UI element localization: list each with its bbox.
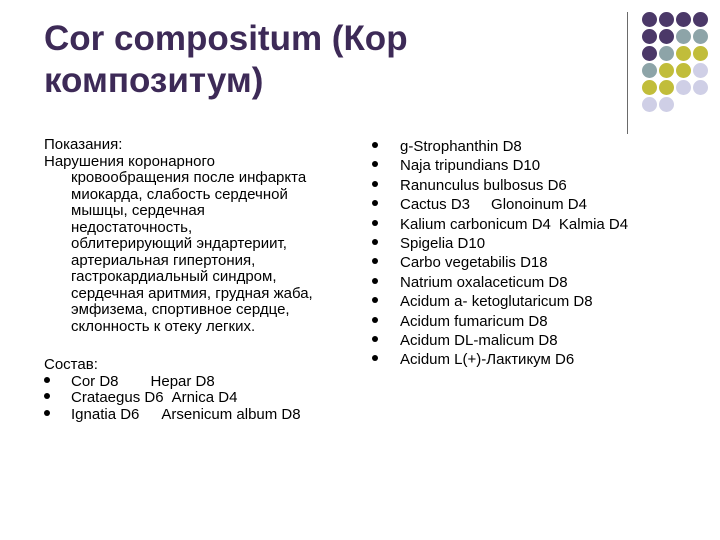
list-item: [372, 292, 702, 311]
decor-dot: [693, 80, 708, 95]
composition-item: [44, 390, 364, 407]
bullet-icon: [372, 297, 378, 303]
indications-line: гастрокардиальный синдром,: [71, 268, 277, 285]
indications-line: сердечная аритмия, грудная жаба,: [71, 284, 313, 302]
bullet-icon: [372, 200, 378, 206]
list-item: [372, 215, 702, 234]
indications-line: миокарда, слабость сердечной: [71, 185, 288, 203]
decor-dot: [642, 12, 657, 27]
decor-dot: [642, 80, 657, 95]
decor-dot: [693, 12, 708, 27]
composition-item: [44, 374, 364, 391]
bullet-icon: [372, 278, 378, 284]
decor-dot: [659, 63, 674, 78]
list-item-text: g-Strophanthin D8: [400, 138, 522, 155]
indications-first-line: Нарушения коронарного: [44, 152, 216, 170]
decor-dot: [676, 80, 691, 95]
bullet-icon: [372, 181, 378, 187]
bullet-icon: [372, 336, 378, 342]
decor-dot: [693, 46, 708, 61]
decor-dot: [642, 63, 657, 78]
list-item: [372, 350, 702, 369]
list-item-text: Naja tripundians D10: [400, 157, 541, 175]
list-item-text-secondary: Kalmia D4: [558, 215, 629, 233]
decor-dot: [676, 12, 691, 27]
decorative-divider: [627, 12, 628, 134]
list-item-text: Cactus D3: [400, 196, 471, 214]
bullet-icon: [372, 142, 378, 148]
list-item: [372, 331, 702, 350]
indications-heading: Показания:: [44, 136, 123, 153]
right-column-list: [372, 137, 702, 370]
list-item: [372, 253, 702, 272]
list-item-text: Acidum fumaricum D8: [400, 312, 548, 330]
bullet-icon: [44, 377, 50, 383]
decor-dot: [642, 46, 657, 61]
list-item-text: Spigelia D10: [400, 235, 486, 253]
page-title: Cor compositum (Кор композитум): [44, 19, 408, 100]
list-item-text: Kalium carbonicum D4: [400, 215, 551, 233]
decor-dot: [642, 97, 657, 112]
decor-dot: [642, 29, 657, 44]
decor-dot: [676, 46, 691, 61]
list-item: [372, 195, 702, 214]
list-item: [372, 176, 702, 195]
bullet-icon: [372, 239, 378, 245]
left-column: [44, 137, 364, 423]
composition-section: [44, 357, 364, 423]
composition-item-name: Crataegus D6: [71, 389, 164, 406]
bullet-icon: [44, 393, 50, 399]
list-item: [372, 273, 702, 292]
indications-line: мышцы, сердечная: [71, 202, 205, 219]
indications-line: эмфизема, спортивное сердце,: [71, 301, 290, 318]
decor-dot: [659, 97, 674, 112]
decor-dot: [693, 63, 708, 78]
bullet-icon: [372, 258, 378, 264]
decor-dot: [659, 80, 674, 95]
indications-line: склонность к отеку легких.: [71, 317, 256, 335]
decor-dot: [659, 29, 674, 44]
bullet-icon: [44, 410, 50, 416]
indications-line: облитерирующий эндартериит,: [71, 235, 287, 252]
indications-line: артериальная гипертония,: [71, 251, 256, 269]
indications-line: кровообращения после инфаркта: [71, 169, 307, 186]
bullet-icon: [372, 161, 378, 167]
decorative-dot-grid: [642, 12, 708, 112]
composition-item-name: Hepar D8: [150, 372, 215, 390]
composition-item-name: Arnica D4: [171, 389, 238, 406]
list-item-text: Acidum a- ketoglutaricum D8: [400, 293, 593, 311]
indications-line: недостаточность,: [71, 218, 193, 236]
composition-heading: Состав:: [44, 356, 98, 373]
composition-item-name: Ignatia D6: [71, 405, 140, 423]
list-item: [372, 156, 702, 175]
composition-item: [44, 407, 364, 424]
list-item-text: Carbo vegetabilis D18: [400, 254, 548, 272]
list-item-text-secondary: Glonoinum D4: [491, 196, 587, 214]
bullet-icon: [372, 317, 378, 323]
decor-dot: [676, 63, 691, 78]
bullet-icon: [372, 355, 378, 361]
list-item: [372, 137, 702, 156]
composition-item-name: Cor D8: [71, 372, 119, 390]
bullet-icon: [372, 220, 378, 226]
decor-dot: [693, 29, 708, 44]
composition-item-name: Arsenicum album D8: [161, 405, 301, 423]
list-item: [372, 312, 702, 331]
list-item-text: Ranunculus bulbosus D6: [400, 176, 567, 194]
decor-dot: [659, 12, 674, 27]
list-item-text: Acidum L(+)-Лактикум D6: [400, 351, 575, 369]
list-item: [372, 234, 702, 253]
decor-dot: [676, 29, 691, 44]
list-item-text: Acidum DL-malicum D8: [400, 332, 558, 350]
decor-dot: [659, 46, 674, 61]
list-item-text: Natrium oxalaceticum D8: [400, 273, 568, 291]
